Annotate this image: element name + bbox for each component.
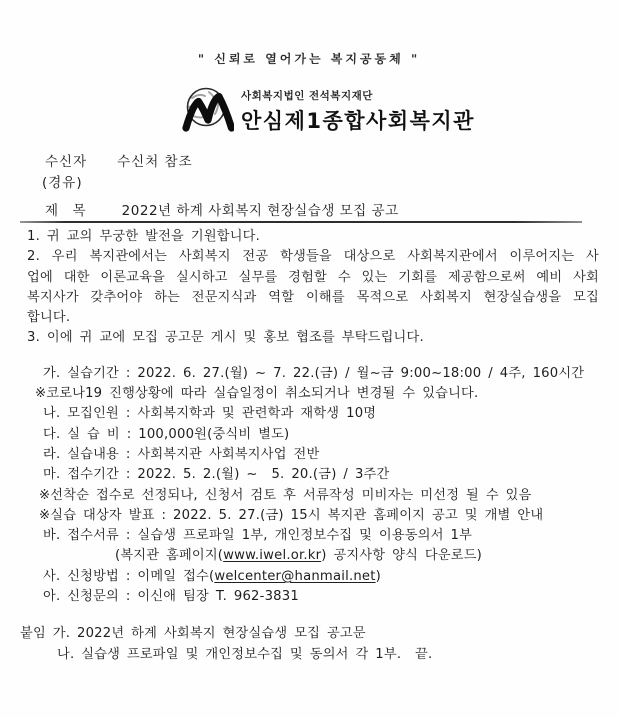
via-label: (경유): [42, 175, 83, 191]
email-link: welcenter@hanmail.net: [214, 568, 376, 584]
request-paragraph: 3. 이에 귀 교에 모집 공고문 게시 및 홍보 협조를 부탁드립니다.: [27, 330, 424, 346]
recipient-row: [45, 150, 193, 170]
subject-row: [45, 199, 399, 219]
detail-line-covid-note: ※코로나19 진행상황에 따라 실습일정이 취소되거나 변경될 수 있습니다.: [35, 386, 479, 402]
documents-note-suffix: ) 공지사항 양식 다운로드): [321, 548, 483, 564]
documents-note-prefix: (복지관 홈페이지(: [115, 548, 224, 564]
slogan-text: " 신뢰로 열어가는 복지공동체 ": [197, 52, 421, 66]
detail-line-content: 라. 실습내용 : 사회복지관 사회복지사업 전반: [43, 446, 320, 462]
intro-paragraph-line-2: 업에 대한 이론교육을 실시하고 실무를 경험할 수 있는 기회를 제공함으로써 예비 사회: [27, 269, 599, 285]
attachment-section: [20, 624, 599, 665]
attachment-line-1: 붙임 가. 2022년 하계 사회복지 현장실습생 모집 공고문: [20, 626, 366, 642]
center-name: 안심제1종합사회복지관: [241, 108, 475, 133]
foundation-name: 사회복지법인 전석복지재단: [241, 89, 373, 102]
detail-line-first-come-note: ※선착순 접수로 선정되나, 신청서 검토 후 서류작성 미비자는 미선정 될 수 있음: [39, 487, 532, 503]
letterhead: [182, 86, 475, 136]
attachment-line-2: 나. 실습생 프로파일 및 개인정보수집 및 동의서 각 1부. 끝.: [57, 646, 433, 662]
apply-method-prefix: 사. 신청방법 : 이메일 접수(: [43, 568, 215, 584]
detail-line-documents-note: [27, 546, 599, 566]
intro-paragraph-line-1: 2. 우리 복지관에서는 사회복지 전공 학생들을 대상으로 사회복지관에서 이루어지는 사: [27, 249, 599, 265]
website-link: www.iwel.or.kr: [223, 548, 322, 564]
detail-line-contact: 아. 신청문의 : 이신애 팀장 T. 962-3831: [43, 589, 299, 605]
recipient-label: 수신자: [45, 154, 88, 170]
intro-paragraph-line-3: 복지사가 갖추어야 하는 전문지식과 역할 이해를 목적으로 사회복지 현장실습생을 모집: [27, 289, 599, 305]
detail-line-documents: 바. 접수서류 : 실습생 프로파일 1부, 개인정보수집 및 이용동의서 1부: [43, 528, 473, 544]
detail-list: [27, 364, 599, 608]
detail-line-apply-method: [27, 567, 599, 587]
detail-line-period: 가. 실습기간 : 2022. 6. 27.(월) ~ 7. 22.(금) / 월~금 9:00~18:00 / 4주, 160시간: [43, 365, 585, 381]
letterhead-text: [241, 88, 475, 135]
subject-label: 제 목: [45, 203, 88, 219]
intro-paragraph-line-4: 합니다.: [27, 310, 71, 326]
letter-body: [20, 227, 599, 665]
apply-method-suffix: ): [375, 568, 381, 584]
detail-line-fee: 다. 실 습 비 : 100,000원(중식비 별도): [43, 426, 290, 442]
subject-divider: [20, 221, 582, 223]
subject-value: 2022년 하계 사회복지 현장실습생 모집 공고: [121, 203, 399, 219]
detail-line-headcount: 나. 모집인원 : 사회복지학과 및 관련학과 재학생 10명: [43, 406, 377, 422]
greeting-paragraph: 1. 귀 교의 무궁한 발전을 기원합니다.: [27, 229, 260, 244]
recipient-value: 수신처 참조: [117, 154, 193, 170]
detail-line-apply-period: 마. 접수기간 : 2022. 5. 2.(월) ~ 5. 20.(금) / 3주간: [43, 467, 390, 483]
detail-line-announce-note: ※실습 대상자 발표 : 2022. 5. 27.(금) 15시 복지관 홈페이지 공고 및 개별 안내: [39, 507, 544, 523]
foundation-logo-icon: [182, 86, 234, 136]
